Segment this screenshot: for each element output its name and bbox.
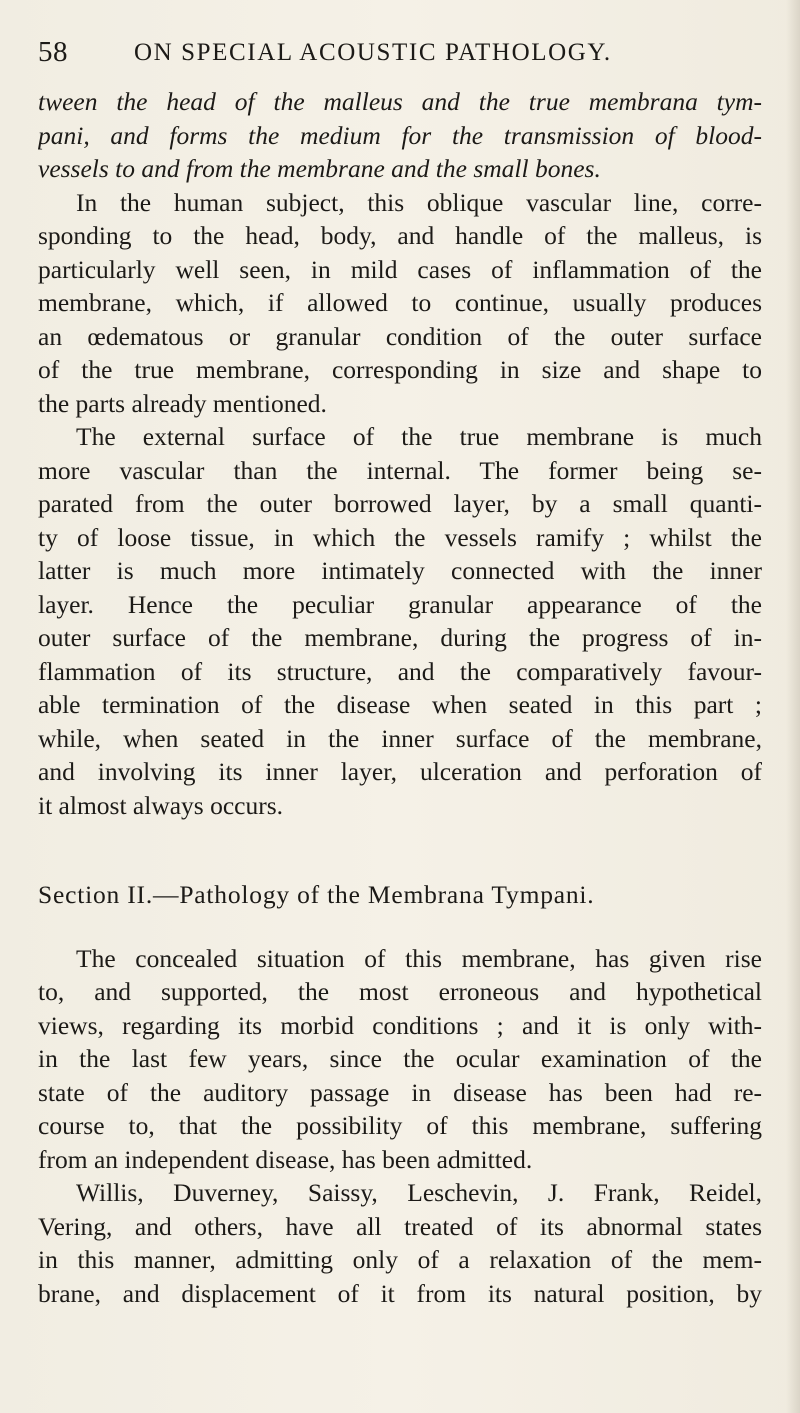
text-line: sponding to the head, body, and handle of the malleus, is: [38, 221, 762, 250]
text-line: brane, and displacement of it from its natural position, by: [38, 1278, 762, 1308]
text-line: an œdematous or granular condition of the outer surface: [38, 321, 762, 351]
text-line: in this manner, admitting only of a relaxation of the mem-: [38, 1245, 762, 1274]
running-title: ON SPECIAL ACOUSTIC PATHOLOGY.: [134, 39, 612, 66]
section-heading: Section II.—Pathology of the Membrana Tympani.: [38, 880, 595, 909]
text-line: state of the auditory passage in disease has been had re-: [38, 1077, 762, 1107]
text-line: parated from the outer borrowed layer, by a small quanti-: [38, 489, 762, 518]
text-line: tween the head of the malleus and the true membrana tym-: [38, 87, 762, 116]
text-line: in the last few years, since the ocular examination of the: [38, 1044, 762, 1073]
text-line: vessels to and from the membrane and the small bones.: [38, 154, 601, 183]
page-number: 58: [38, 36, 68, 68]
text-line: layer. Hence the peculiar granular appearance of the: [38, 589, 762, 619]
text-line: to, and supported, the most erroneous and hypothetical: [38, 977, 762, 1006]
text-line: it almost always occurs.: [38, 790, 284, 820]
text-line: latter is much more intimately connected with the inner: [38, 556, 762, 585]
text-line: outer surface of the membrane, during the progress of in-: [38, 623, 762, 652]
text-line: Vering, and others, have all treated of its abnormal states: [38, 1211, 762, 1241]
text-line: more vascular than the internal. The former being se-: [38, 455, 762, 485]
text-line: ty of loose tissue, in which the vessels ramify ; whilst the: [38, 522, 762, 552]
text-line: and involving its inner layer, ulceration and perforation of: [38, 757, 762, 786]
text-line: course to, that the possibility of this membrane, suffering: [38, 1111, 762, 1140]
text-line: The external surface of the true membrane is much: [76, 422, 762, 451]
text-line: able termination of the disease when seated in this part ;: [38, 690, 762, 719]
text-line: membrane, which, if allowed to continue, usually produces: [38, 288, 762, 317]
text-line: pani, and forms the medium for the transmission of blood-: [38, 120, 762, 150]
text-line: from an independent disease, has been admitted.: [38, 1144, 533, 1174]
text-line: In the human subject, this oblique vascular line, corre-: [76, 187, 762, 217]
text-line: views, regarding its morbid conditions ; and it is only with-: [38, 1010, 762, 1040]
text-line: of the true membrane, corresponding in size and shape to: [38, 355, 762, 384]
text-line: while, when seated in the inner surface of the membrane,: [38, 723, 762, 753]
text-line: the parts already mentioned.: [38, 388, 327, 418]
text-line: The concealed situation of this membrane, has given rise: [76, 943, 762, 973]
running-head: [38, 36, 762, 76]
page-edge-shadow: [786, 0, 800, 1413]
text-line: particularly well seen, in mild cases of inflammation of the: [38, 254, 762, 284]
text-line: flammation of its structure, and the comparatively favour-: [38, 656, 762, 686]
text-line: Willis, Duverney, Saissy, Leschevin, J. Frank, Reidel,: [76, 1178, 762, 1207]
page-body: [38, 85, 762, 1310]
